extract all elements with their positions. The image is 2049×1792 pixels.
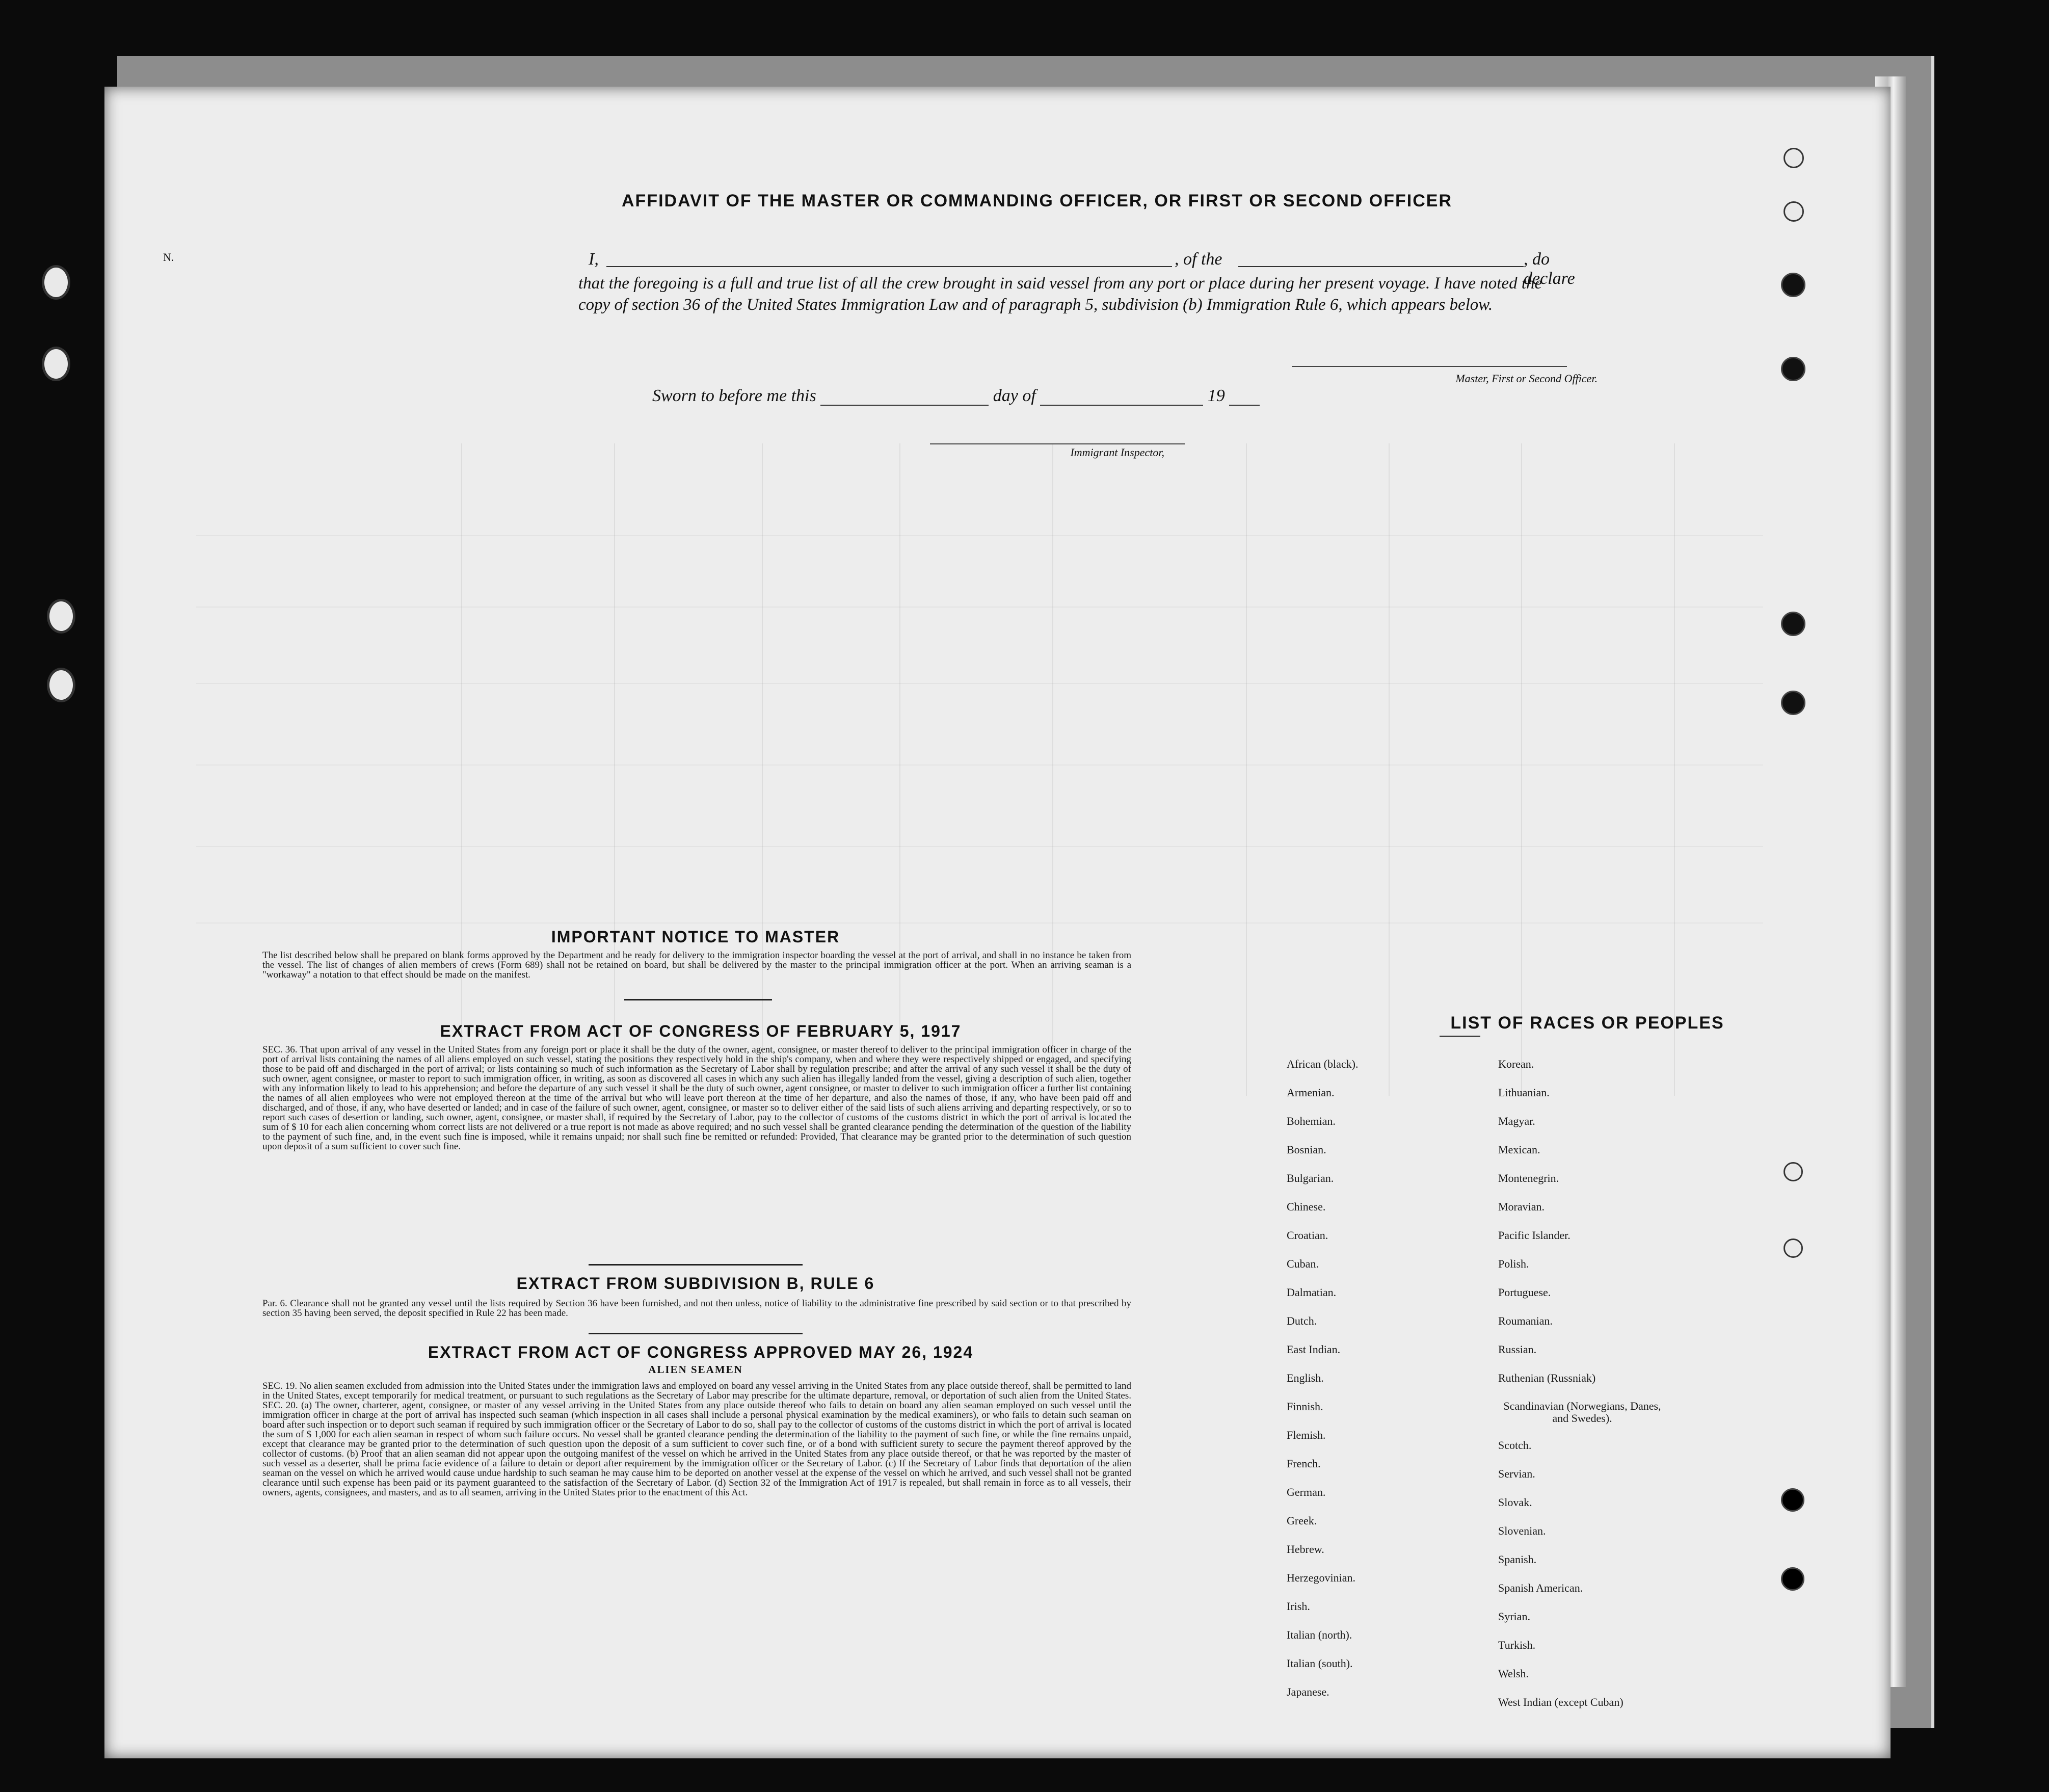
- alien-seamen-subtitle: ALIEN SEAMEN: [648, 1363, 743, 1376]
- races-title: LIST OF RACES OR PEOPLES: [1450, 1013, 1724, 1033]
- binder-hole: [1784, 1238, 1803, 1258]
- margin-mark: N.: [163, 251, 174, 263]
- day-of-label: day of: [993, 386, 1036, 405]
- vessel-blank[interactable]: [1238, 266, 1524, 267]
- race-entry: Montenegrin.: [1498, 1172, 1559, 1184]
- binder-hole: [1784, 148, 1804, 168]
- extract-1917-title: EXTRACT FROM ACT OF CONGRESS OF FEBRUARY 5, 1917: [440, 1022, 962, 1040]
- section-rule: [589, 1264, 803, 1266]
- extract-1924-title: EXTRACT FROM ACT OF CONGRESS APPROVED MAY 26, 1924: [428, 1343, 974, 1361]
- race-entry: Chinese.: [1287, 1200, 1326, 1213]
- race-entry: Polish.: [1498, 1257, 1529, 1270]
- race-entry: Irish.: [1287, 1600, 1310, 1613]
- race-entry: Slovenian.: [1498, 1524, 1546, 1537]
- inspector-caption: Immigrant Inspector,: [1070, 446, 1164, 459]
- race-entry: English.: [1287, 1372, 1324, 1384]
- race-entry: Scotch.: [1498, 1439, 1532, 1452]
- sworn-month-blank[interactable]: [1040, 405, 1203, 406]
- affidavit-declare: , do declare: [1524, 250, 1575, 288]
- race-entry: Spanish American.: [1498, 1582, 1583, 1594]
- binder-hole: [42, 265, 70, 300]
- binder-hole: [42, 347, 70, 381]
- race-entry: Turkish.: [1498, 1639, 1536, 1651]
- sworn-label: Sworn to before me this: [652, 386, 816, 405]
- race-entry: Armenian.: [1287, 1086, 1335, 1099]
- race-entry: Pacific Islander.: [1498, 1229, 1571, 1242]
- extract-1917-text: SEC. 36. That upon arrival of any vessel in the United States from any foreign port or place it shall be the duty of the owner, agent, consignee, or master thereof to deliver to the principal immigration officer in charge of the port of arrival lists containing the names of all aliens employed on such vessel, stating the positions they respectively hold in the ship's company, when and where they were respectively shipped or engaged, and specifying those to be paid off and discharged in the port of arrival; or lists containing so much of such information as the Secretary of Labor shall by regulation prescribe; and after the arrival of any such vessel it shall be the duty of such owner, agent consignee, or master to report to such immigration officer, in writing, as soon as discovered all cases in which any such alien has illegally landed from the vessel, giving a description of such alien, together with any information likely to lead to his apprehension; and before the departure of any such vessel it shall be the duty of such owner, agent consignee, or master to deliver to such immigration officer a further list containing the names of all alien employees who were not employed thereon at the time of the arrival but who will leave port thereon at the time of her departure, and also the names of those, if any, who have been paid off and discharged, and of those, if any, who have deserted or landed; and in case of the failure of such owner, agent, consignee, or master so to deliver either of the said lists of such aliens arriving and departing respectively, or so to report such cases of desertion or landing, such owner, agent, consignee, or master shall, if required by the Secretary of Labor, pay to the collector of customs of the customs district in which the port of arrival is located the sum of $ 10 for each alien concerning whom correct lists are not delivered or a true report is not made as above required; and no such vessel shall be granted clearance pending the determination of the question of the liability to the payment of such fine, and, in the event such fine is imposed, while it remains unpaid; nor shall such fine be remitted or refunded: Provided, That clearance may be granted prior to the determination of such question upon deposit of a sum sufficient to cover such fine.: [262, 1044, 1131, 1152]
- affidavit-i: I,: [589, 250, 599, 269]
- rule6-text: Par. 6. Clearance shall not be granted any vessel until the lists required by Section 36 have been furnished, and not then unless, notice of liability to the administrative fine prescribed by said section or to that prescribed by section 35 having been served, the deposit specified in Rule 22 has been made.: [262, 1298, 1131, 1319]
- race-entry: Mexican.: [1498, 1143, 1540, 1156]
- sworn-day-blank[interactable]: [820, 405, 989, 406]
- binder-hole: [1781, 273, 1805, 297]
- bleed-through-grid: [104, 87, 1891, 1758]
- extract-1924-text: SEC. 19. No alien seamen excluded from admission into the United States under the immigration laws and employed on board any vessel arriving in the United States from any place outside thereof, shall be permitted to land in the United States, except temporarily for medical treatment, or pursuant to such regulations as the Secretary of Labor may prescribe for the ultimate departure, removal, or deportation of such alien from the United States. SEC. 20. (a) The owner, charterer, agent, consignee, or master of any vessel arriving in the United States from any place outside thereof who fails to detain on board any alien seaman employed on such vessel until the immigration officer in charge at the port of arrival has inspected such seaman (which inspection in all cases shall include a personal physical examination by the medical examiners), or who fails to detain such seaman on board after such inspection or to deport such seaman if required by such immigration officer or the Secretary of Labor to do so, shall pay to the collector of customs of the customs district in which the port of arrival is located the sum of $ 1,000 for each alien seaman in respect of whom such failure occurs. No vessel shall be granted clearance pending the determination of the liability to the payment of such fine, or while the fine remains unpaid, except that clearance may be granted prior to the determination of such question upon the deposit of a sum sufficient to cover such fine, or of a bond with sufficient surety to secure the payment thereof approved by the collector of customs. (b) Proof that an alien seaman did not appear upon the outgoing manifest of the vessel on which he arrived in the United States from any place outside thereof, or that he was reported by the master of such vessel as a deserter, shall be prima facie evidence of a failure to detain or deport after requirement by the immigration officer or the Secretary of Labor. (c) If the Secretary of Labor finds that deportation of the alien seaman on the vessel on which he arrived would cause undue hardship to such seaman he may cause him to be deported on another vessel at the expense of the vessel on which he arrived, and such vessel shall not be granted clearance until such expense has been paid or its payment guaranteed to the satisfaction of the Secretary of Labor. (d) Section 32 of the Immigration Act of 1917 is repealed, but shall remain in force as to all vessels, their owners, agents, consignees, and masters, and as to all seamen, arriving in the United States prior to the enactment of this Act.: [262, 1381, 1131, 1498]
- race-entry: Slovak.: [1498, 1496, 1532, 1509]
- master-signature-line[interactable]: [1292, 366, 1567, 367]
- binder-hole: [1784, 201, 1804, 222]
- sworn-year-blank[interactable]: [1229, 405, 1260, 406]
- affidavit-title: AFFIDAVIT OF THE MASTER OR COMMANDING OFFICER, OR FIRST OR SECOND OFFICER: [622, 191, 1452, 210]
- manifest-page: [104, 87, 1891, 1758]
- race-entry: Welsh.: [1498, 1667, 1529, 1680]
- race-entry: Hebrew.: [1287, 1543, 1324, 1556]
- race-entry: Japanese.: [1287, 1685, 1329, 1698]
- race-entry: Herzegovinian.: [1287, 1571, 1355, 1584]
- race-entry: Syrian.: [1498, 1610, 1530, 1623]
- race-entry: East Indian.: [1287, 1343, 1341, 1356]
- race-entry: Ruthenian (Russniak): [1498, 1372, 1596, 1384]
- race-entry: Magyar.: [1498, 1115, 1535, 1127]
- race-entry: Spanish.: [1498, 1553, 1537, 1566]
- race-entry: Finnish.: [1287, 1400, 1323, 1413]
- races-title-rule: [1440, 1036, 1480, 1037]
- race-entry: Servian.: [1498, 1467, 1535, 1480]
- race-entry: Bohemian.: [1287, 1115, 1336, 1127]
- race-entry: Cuban.: [1287, 1257, 1319, 1270]
- binder-hole: [1781, 357, 1805, 381]
- race-entry: German.: [1287, 1486, 1326, 1498]
- race-entry: Italian (north).: [1287, 1628, 1352, 1641]
- race-entry: Bulgarian.: [1287, 1172, 1334, 1184]
- race-entry: Roumanian.: [1498, 1314, 1553, 1327]
- race-entry: Moravian.: [1498, 1200, 1545, 1213]
- binder-hole: [1784, 1162, 1803, 1181]
- race-entry: Bosnian.: [1287, 1143, 1326, 1156]
- race-entry: Dutch.: [1287, 1314, 1317, 1327]
- race-entry: French.: [1287, 1457, 1321, 1470]
- binder-hole: [47, 668, 75, 702]
- race-entry: Lithuanian.: [1498, 1086, 1550, 1099]
- section-rule: [624, 999, 772, 1000]
- binder-hole: [1781, 691, 1805, 715]
- year-prefix: 19: [1207, 386, 1225, 405]
- binder-hole: [1781, 1567, 1804, 1591]
- master-caption: Master, First or Second Officer.: [1455, 372, 1598, 385]
- race-entry: Greek.: [1287, 1514, 1317, 1527]
- race-entry: West Indian (except Cuban): [1498, 1696, 1624, 1708]
- binder-hole: [1781, 612, 1805, 636]
- rule6-title: EXTRACT FROM SUBDIVISION B, RULE 6: [516, 1274, 875, 1293]
- race-entry: Croatian.: [1287, 1229, 1328, 1242]
- affidavit-body: that the foregoing is a full and true list of all the crew brought in said vessel from any port or place during her present voyage. I have noted the copy of section 36 of the United States Immigration Law and of paragraph 5, subdivision (b) Immigration Rule 6, which appears below.: [578, 274, 1542, 314]
- race-entry: Dalmatian.: [1287, 1286, 1337, 1299]
- notice-title: IMPORTANT NOTICE TO MASTER: [551, 928, 840, 946]
- race-entry: Flemish.: [1287, 1429, 1326, 1441]
- race-entry: Russian.: [1498, 1343, 1537, 1356]
- race-entry: Italian (south).: [1287, 1657, 1353, 1670]
- race-entry: Korean.: [1498, 1058, 1534, 1070]
- sworn-line: [652, 386, 1315, 406]
- binder-hole: [47, 599, 75, 634]
- inspector-signature-line[interactable]: [930, 443, 1185, 444]
- notice-text: The list described below shall be prepared on blank forms approved by the Department and be ready for delivery to the immigration inspector boarding the vessel at the port of arrival, and shall in no instance be taken from the vessel. The list of changes of alien members of crews (Form 689) shall not be retained on board, but shall be delivered by the master to the principal immigration officer at the port. When an arriving seaman is a "workaway" a notation to that effect should be made on the manifest.: [262, 950, 1131, 980]
- name-blank[interactable]: [606, 266, 1172, 267]
- section-rule: [589, 1333, 803, 1334]
- race-entry: Portuguese.: [1498, 1286, 1551, 1299]
- binder-hole: [1781, 1488, 1804, 1512]
- affidavit-of-the: , of the: [1175, 250, 1222, 269]
- race-entry: African (black).: [1287, 1058, 1359, 1070]
- race-entry: Scandinavian (Norwegians, Danes, and Swedes).: [1503, 1400, 1661, 1425]
